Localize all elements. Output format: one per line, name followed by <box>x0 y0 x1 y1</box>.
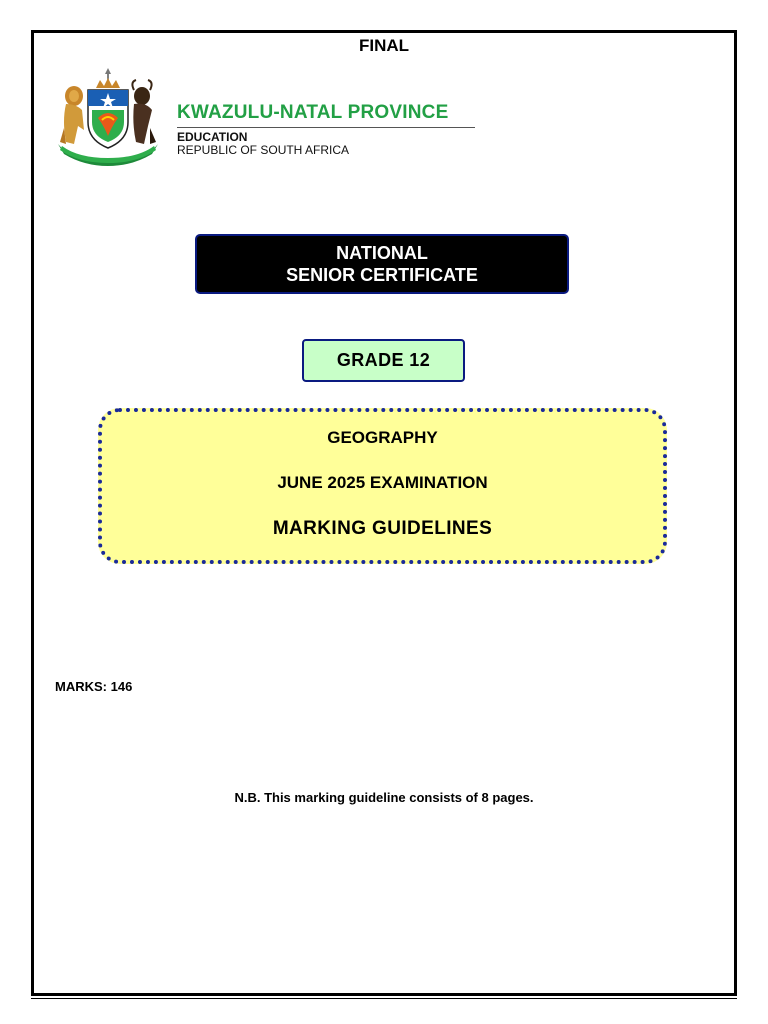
document-type: MARKING GUIDELINES <box>272 518 493 539</box>
province-name: KWAZULU-NATAL PROVINCE <box>177 102 475 128</box>
exam-session: JUNE 2025 EXAMINATION <box>277 473 488 492</box>
department-name: EDUCATION <box>177 130 248 144</box>
certificate-banner <box>195 234 569 294</box>
final-label: FINAL <box>358 36 410 55</box>
department-block <box>177 102 475 157</box>
grade-badge: GRADE 12 <box>302 339 465 382</box>
subject-name: GEOGRAPHY <box>327 428 438 447</box>
certificate-line-national: NATIONAL <box>336 243 428 263</box>
total-marks: MARKS: 146 <box>55 679 133 694</box>
coat-of-arms-icon <box>52 66 164 166</box>
page-count-note: N.B. This marking guideline consists of 8 pages. <box>234 790 534 805</box>
country-name: REPUBLIC OF SOUTH AFRICA <box>177 143 350 157</box>
subject-panel <box>98 408 667 564</box>
certificate-line-senior: SENIOR CERTIFICATE <box>286 265 478 285</box>
